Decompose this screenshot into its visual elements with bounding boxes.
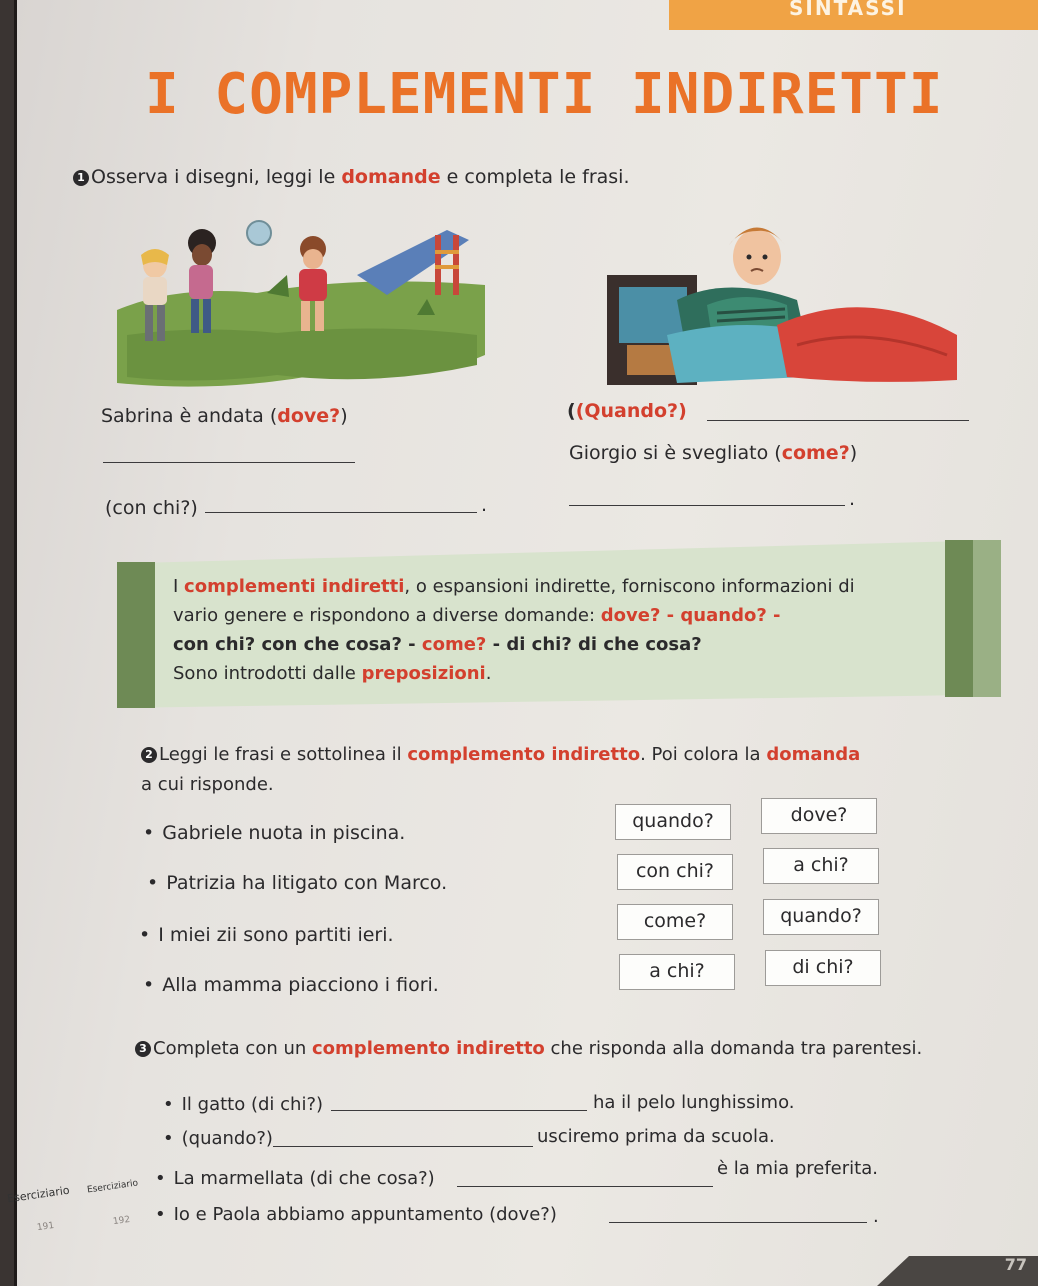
option-box[interactable]: quando?: [763, 899, 879, 935]
answer-line-dove[interactable]: [103, 462, 355, 463]
box-bar-right-light: [973, 540, 1001, 697]
ex2-sentence-2: • Patrizia ha litigato con Marco.: [147, 872, 447, 894]
section-header-tab: [669, 0, 1038, 30]
ex1-right-line2: Giorgio si è svegliato (come?): [569, 442, 858, 464]
ex1-left-period: .: [481, 494, 488, 516]
ex1-right-period: .: [849, 488, 856, 510]
answer-line-di-che-cosa[interactable]: [457, 1186, 713, 1187]
option-box[interactable]: con chi?: [617, 854, 733, 890]
answer-line-con-chi[interactable]: [205, 512, 477, 513]
ex3-item-2-before: • (quando?): [163, 1128, 273, 1149]
ex3-item-1-before: • Il gatto (di chi?): [163, 1094, 323, 1115]
box-bar-left: [117, 562, 155, 708]
answer-line-quando[interactable]: [707, 420, 969, 421]
eserciziario-ref-1: 191: [36, 1220, 55, 1234]
ex3-item-1-after: ha il pelo lunghissimo.: [593, 1092, 795, 1113]
answer-line-di-chi[interactable]: [331, 1110, 587, 1111]
page-title: I COMPLEMENTI INDIRETTI: [145, 62, 944, 127]
bedroom-illustration: [607, 205, 957, 390]
ex2-sentence-1: • Gabriele nuota in piscina.: [143, 822, 405, 844]
option-box[interactable]: come?: [617, 904, 733, 940]
ex1-left-line1: Sabrina è andata (dove?): [101, 405, 348, 427]
page-number: 77: [1004, 1255, 1027, 1274]
option-box[interactable]: a chi?: [619, 954, 735, 990]
ex3-item-4-before: • Io e Paola abbiamo appuntamento (dove?): [155, 1204, 557, 1225]
exercise-3-instruction: 3 Completa con un complemento indiretto che risponda alla domanda tra parentesi.: [135, 1038, 922, 1059]
ex3-item-3-before: • La marmellata (di che cosa?): [155, 1168, 435, 1189]
option-box[interactable]: dove?: [761, 798, 877, 834]
option-box[interactable]: quando?: [615, 804, 731, 840]
section-label: SINTASSI: [789, 0, 907, 20]
answer-line-dove-2[interactable]: [609, 1222, 867, 1223]
rule-text: I complementi indiretti, o espansioni indirette, forniscono informazioni di vario genere e rispondono a diverse domande: dove? - quando? - con chi? con che cosa? - come? - di chi? di che cosa? Sono introdotti dalle preposizioni.: [173, 576, 855, 684]
option-box[interactable]: a chi?: [763, 848, 879, 884]
eserciziario-ref-2: 192: [112, 1214, 131, 1228]
answer-line-come[interactable]: [569, 505, 845, 506]
exercise-number: 1: [73, 170, 89, 186]
ex3-item-4-after: .: [873, 1206, 879, 1227]
grammar-rule-box: [117, 540, 1001, 708]
ex2-sentence-3: • I miei zii sono partiti ieri.: [139, 924, 394, 946]
ex1-left-line2: (con chi?): [105, 497, 198, 519]
ex1-right-quando: ((Quando?): [567, 400, 687, 422]
eserciziario-label-1: Eserciziario: [6, 1183, 71, 1206]
eserciziario-label-2: Eserciziario: [86, 1178, 139, 1196]
textbook-page: [6, 0, 1038, 1286]
ex3-item-2-after: usciremo prima da scuola.: [537, 1126, 775, 1147]
exercise-1-instruction: 1 Osserva i disegni, leggi le domande e completa le frasi.: [73, 166, 630, 188]
option-box[interactable]: di chi?: [765, 950, 881, 986]
ex2-sentence-4: • Alla mamma piacciono i fiori.: [143, 974, 439, 996]
ex3-item-3-after: è la mia preferita.: [717, 1158, 878, 1179]
answer-line-quando-2[interactable]: [273, 1146, 533, 1147]
exercise-2-instruction: 2 Leggi le frasi e sottolinea il complemento indiretto. Poi colora la domanda a cui risponde.: [141, 744, 861, 795]
park-illustration: [117, 215, 485, 395]
